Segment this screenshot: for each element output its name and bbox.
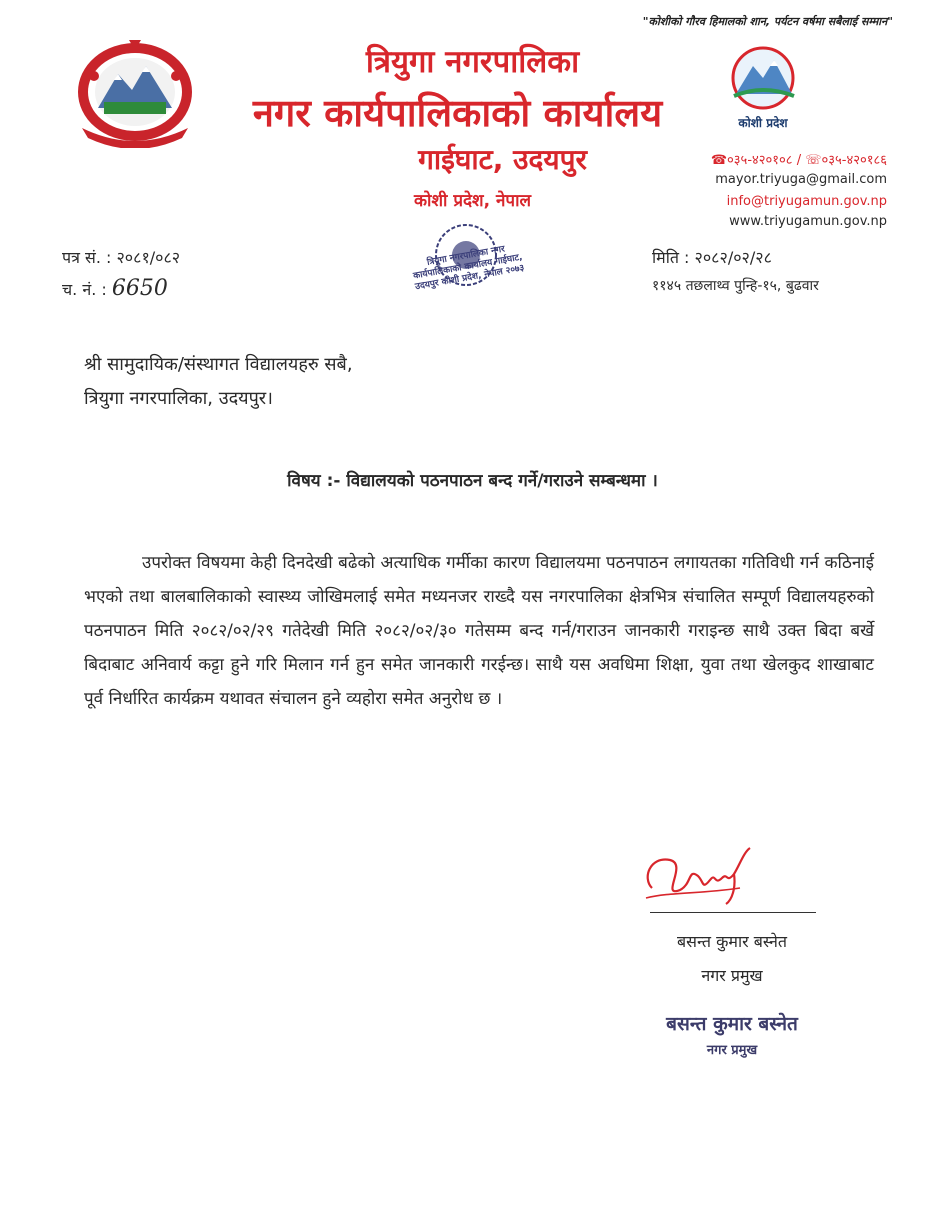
addressee-line-2: त्रियुगा नगरपालिका, उदयपुर। [84, 388, 273, 409]
office-location: गाईघाट, उदयपुर [418, 143, 587, 176]
letter-number-value: २०८१/०८२ [116, 248, 181, 267]
letter-number [62, 246, 180, 268]
signer-title: नगर प्रमुख [701, 966, 763, 985]
province-line: कोशी प्रदेश, नेपाल [414, 191, 531, 211]
nepal-sambat-date: ११४५ तछलाथ्व पुन्हि-१५, बुढवार [652, 278, 819, 294]
phone-numbers: ☎०३५-४२०१०८ / ☏०३५-४२०१८६ [710, 153, 887, 168]
info-email: info@triyugamun.gov.np [726, 194, 887, 209]
org-name: त्रियुगा नगरपालिका [365, 44, 580, 80]
stamp-text: त्रियुगा नगरपालिका नगर कार्यपालिकाको कार्यालय गाईघाट, उदयपुर कोशी प्रदेश, नेपाल २०७३ [412, 244, 526, 293]
website: www.triyugamun.gov.np [729, 214, 887, 229]
letter-number-label: पत्र सं. : [62, 248, 112, 267]
office-name: नगर कार्यपालिकाको कार्यालय [252, 91, 663, 135]
letter-date [652, 246, 772, 268]
date-label: मिति : [652, 248, 690, 267]
handwritten-signature-icon [640, 838, 760, 908]
dispatch-number [62, 276, 168, 301]
office-stamp [400, 215, 535, 340]
mayor-email: mayor.triyuga@gmail.com [715, 172, 887, 187]
mountain-logo-icon [708, 44, 818, 114]
letter-subject: विषय :- विद्यालयको पठनपाठन बन्द गर्ने/गराउने सम्बन्धमा । [287, 471, 658, 491]
koshi-pradesh-logo [708, 44, 818, 134]
signer-name: बसन्त कुमार बस्नेत [677, 932, 787, 951]
dispatch-number-value: 6650 [111, 276, 168, 301]
title-stamp: नगर प्रमुख [706, 1043, 758, 1058]
koshi-logo-text: कोशी प्रदेश [738, 116, 788, 130]
dispatch-number-label: च. नं. : [62, 280, 107, 299]
letter-body: उपरोक्त विषयमा केही दिनदेखी बढेको अत्याधिक गर्मीका कारण विद्यालयमा पठनपाठन लगायतका गतिविधी गर्न कठिनाई भएको तथा बालबालिकाको स्वास्थ्य जोखिमलाई समेत मध्यनजर राख्दै यस नगरपालिका क्षेत्रभित्र संचालित सम्पूर्ण विद्यालयहरुको पठनपाठन मिति २०८२/०२/२९ गतेदेखी मिति २०८२/०२/३० गतेसम्म बन्द गर्न/गराउन जानकारी गराइन्छ साथै उक्त बिदा बर्खे बिदाबाट अनिवार्य कट्टा हुने गरि मिलान गर्न हुन समेत जानकारी गरईन्छ। साथै यस अवधिमा शिक्षा, युवा तथा खेलकुद शाखाबाट पूर्व निर्धारित कार्यक्रम यथावत संचालन हुने व्यहोरा समेत अनुरोध छ । [84, 553, 874, 709]
header-motto: "कोशीको गौरव हिमालको शान, पर्यटन वर्षमा सबैलाई सम्मान" [642, 15, 893, 28]
name-stamp: बसन्त कुमार बस्नेत [666, 1013, 798, 1035]
addressee-line-1: श्री सामुदायिक/संस्थागत विद्यालयहरु सबै, [84, 354, 353, 375]
signature-line [650, 912, 816, 913]
date-value: २०८२/०२/२८ [694, 248, 772, 267]
